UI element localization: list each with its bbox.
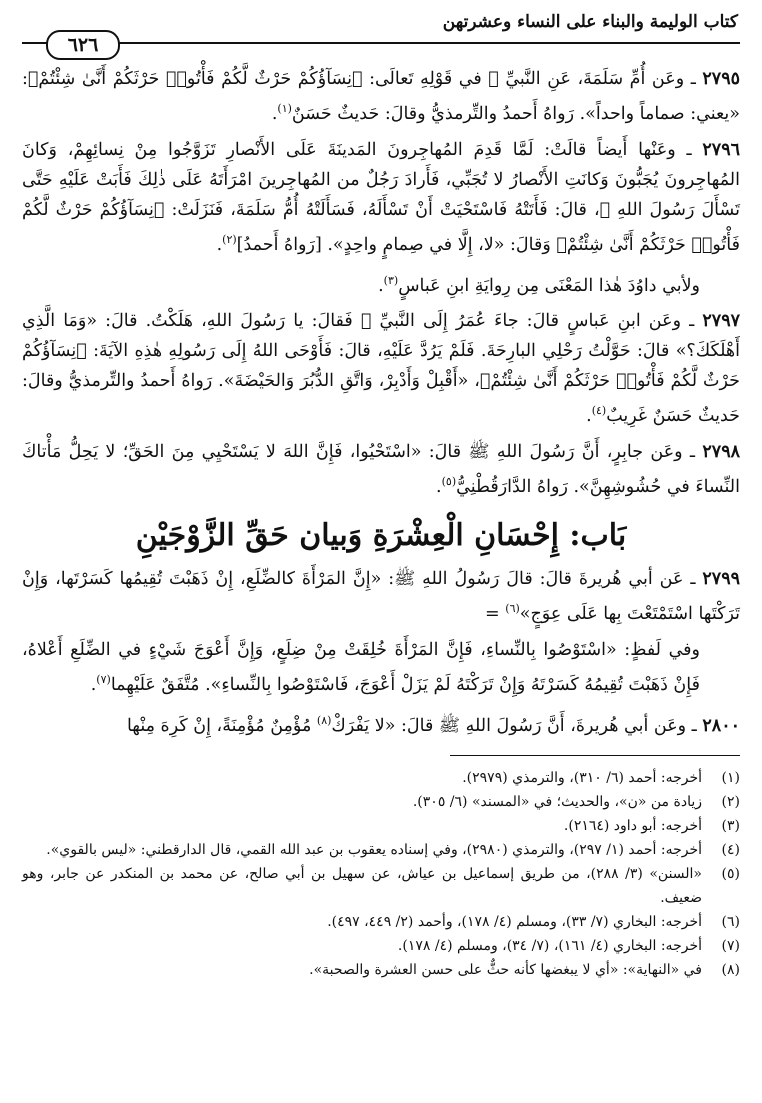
- hadith-2797: ٢٧٩٧ ـ وعَن ابنِ عَباسٍ قالَ: جاءَ عُمَرُ إِلَى النَّبيِّ ﷺ فَقالَ: يا رَسُولَ اللهِ، هَلَكْتُ. قالَ: «وَمَا الَّذِي أَهْلَكَكَ؟» قالَ: حَوَّلْتُ رَحْلِي البارِحَةَ. فَلَمْ يَرُدَّ عَلَيْهِ، قالَ: فَأَوْحَى اللهُ إِلَى رَسُولِهِ هٰذِهِ الآيَةَ: ﴿نِسَآؤُكُمْ حَرْثٌ لَّكُمْ فَأْتُوا۟ حَرْثَكُمْ أَنَّىٰ شِئْتُمْ﴾، «أَقْبِلْ وَأَدْبِرْ، وَاتَّقِ الدُّبُرَ وَالحَيْضَةَ». رَواهُ أَحمدُ والتِّرمذيُّ وقالَ: حَديثٌ حَسَنٌ غَرِيبٌ$^{(٤)}$.: [22, 311, 740, 427]
- hadith-text: ـ عَن أبي هُريرةَ قالَ: قالَ رَسُولُ اللهِ ﷺ: «إِنَّ المَرْأَةَ كالضِّلَعِ، إِنْ ذَهَبْتَ تُقِيمُها كَسَرْتَها، وَإِنْ تَرَكْتَها اسْتَمْتَعْتَ بِها عَلَى عِوَجٍ»: [22, 569, 740, 624]
- footnote-7: [22, 934, 740, 958]
- narration-text: ولأبي داوُدَ هٰذا المَعْنَى مِن رِوايَةِ ابنِ عَباسٍ: [398, 275, 700, 296]
- variant-text: وفي لَفظٍ: «اسْتَوْصُوا بِالنِّساءِ، فَإِنَّ المَرْأَةَ خُلِقَتْ مِنْ ضِلَعٍ، وَإِنَّ أَعْوَجَ شَيْءٍ في الضِّلَعِ أَعْلاهُ، فَإِنْ ذَهَبْتَ تُقِيمُهُ كَسَرْتَهُ وَإِنْ تَرَكْتَهُ لَمْ يَزَلْ أَعْوَجَ، فَاسْتَوْصُوا بِالنِّساءِ». مُتَّفَقٌ عَلَيْهِما: [22, 639, 700, 695]
- footnote-ref: (٧): [96, 672, 111, 686]
- footnote-text: في «النهاية»: «أي لا يبغضها كأنه حثٌّ على حسن العشرة والصحبة».: [309, 961, 702, 978]
- hadith-2800: [22, 706, 740, 741]
- footnote-3: [22, 814, 740, 838]
- page-number: ٦٢٦: [46, 30, 120, 60]
- footnote-5: [22, 862, 740, 910]
- hadith-2795: ٢٧٩٥ ـ وعَن أُمِّ سَلَمَةَ، عَنِ النَّبيِّ ﷺ في قَوْلِهِ تَعالَى: ﴿نِسَآؤُكُمْ حَرْثٌ لَّكُمْ فَأْتُوا۟ حَرْثَكُمْ أَنَّىٰ شِئْتُمْ﴾: «يعني: صماماً واحداً». رَواهُ أَحمدُ والتِّرمذيُّ وقالَ: حَديثٌ حَسَنٌ$^{(١)}$.: [22, 69, 740, 124]
- footnote-number: (٦): [721, 913, 740, 930]
- footnote-ref: (٨): [316, 713, 332, 727]
- footnote-number: (٥): [721, 865, 740, 882]
- footnote-number: (٧): [721, 937, 740, 954]
- footnote-2: [22, 790, 740, 814]
- footnote-text: أخرجه: البخاري (٧/ ٣٣)، ومسلم (٤/ ١٧٨)، وأحمد (٢/ ٤٤٩، ٤٩٧).: [327, 913, 702, 930]
- hadith-number: ٢٧٩٥: [702, 69, 740, 89]
- footnote-8: [22, 958, 740, 982]
- hadith-number: ٢٧٩٦: [702, 139, 740, 160]
- hadith-text-cont: مُؤْمِنٌ مُؤْمِنَةً، إِنْ كَرِهَ مِنْها: [126, 715, 317, 736]
- footnote-text: زيادة من «ن»، والحديث؛ في «المسند» (٦/ ٣٠٥).: [412, 793, 702, 810]
- footnote-ref: (٤): [591, 404, 607, 418]
- footnote-ref: (١): [277, 102, 292, 115]
- footnote-ref: (٥): [441, 475, 457, 489]
- hadith-number: ٢٧٩٨: [702, 442, 740, 463]
- footnote-1: [22, 766, 740, 790]
- footnote-text: أخرجه: البخاري (٤/ ١٦١)، (٧/ ٣٤)، ومسلم (٤/ ١٧٨).: [397, 937, 702, 954]
- footnote-number: (١): [721, 769, 740, 786]
- hadith-text: ـ وعَنْها أَيضاً قالَتْ: لَمَّا قَدِمَ المُهاجِرونَ المَدينَةَ عَلَى الأَنْصارِ تَزَوَّجُوا مِنْ نِسائِهِمْ، وَكانَ المُهاجِرونَ يُجَبُّونَ وَكانَتِ الأَنْصارُ لا تُجَبِّي، فَأَرادَ رَجُلٌ من المُهاجِرينَ امْرَأَتَهُ عَلَى ذٰلِكَ فَأَبَتْ عَلَيْهِ حَتَّى تَسْأَلَ رَسُولَ اللهِ ﷺ، قالَ: فَأَتَتْهُ فَاسْتَحْيَتْ أَنْ تَسْأَلَهُ، فَسَأَلَتْهُ أُمُّ سَلَمَةَ، فَنَزَلَتْ: ﴿نِسَآؤُكُمْ حَرْثٌ لَّكُمْ فَأْتُوا۟ حَرْثَكُمْ أَنَّىٰ شِئْتُمْ﴾ وَقالَ: «لا، إِلَّا في صِمامٍ واحِدٍ». [رَواهُ أَحمدُ]: [22, 139, 741, 255]
- page-header: [22, 12, 740, 62]
- chapter-title: بَاب: إِحْسَانِ الْعِشْرَةِ وَبيان حَقِّ الزَّوْجَيْنِ: [135, 518, 627, 554]
- footnote-ref: (٣): [383, 273, 399, 287]
- hadith-text: ـ وعَن ابنِ عَباسٍ قالَ: جاءَ عُمَرُ إِلَى النَّبيِّ ﷺ فَقالَ: يا رَسُولَ اللهِ، هَلَكْتُ. قالَ: «وَمَا الَّذِي أَهْلَكَكَ؟» قالَ: حَوَّلْتُ رَحْلِي البارِحَةَ. فَلَمْ يَرُدَّ عَلَيْهِ، قالَ: فَأَوْحَى اللهُ إِلَى رَسُولِهِ هٰذِهِ الآيَةَ: ﴿نِسَآؤُكُمْ حَرْثٌ لَّكُمْ فَأْتُوا۟ حَرْثَكُمْ أَنَّىٰ شِئْتُمْ﴾، «أَقْبِلْ وَأَدْبِرْ، وَاتَّقِ الدُّبُرَ وَالحَيْضَةَ». رَواهُ أَحمدُ والتِّرمذيُّ وقالَ: حَديثٌ حَسَنٌ غَرِيبٌ: [22, 311, 740, 427]
- page-body: [22, 64, 740, 982]
- footnote-rule: [450, 755, 740, 756]
- header-rule: [22, 42, 740, 44]
- footnote-text: «السنن» (٣/ ٢٨٨)، من طريق إسماعيل بن عياش، عن سهيل بن أبي صالح، عن محمد بن المنكدر عن جابر، وهو ضعيف.: [22, 865, 702, 906]
- footnote-text: أخرجه: أحمد (٦/ ٣١٠)، والترمذي (٢٩٧٩).: [462, 769, 702, 786]
- hadith-2798: ٢٧٩٨ ـ وعَن جابِرٍ، أَنَّ رَسُولَ اللهِ ﷺ قالَ: «اسْتَحْيُوا، فَإِنَّ اللهَ لا يَسْتَحْيِي مِنَ الحَقِّ؛ لا يَحِلُّ مَأْتاكَ النِّساءَ في حُشُوشِهِنَّ». رَواهُ الدَّارَقُطْنِيُّ$^{(٥)}$.: [22, 442, 740, 498]
- footnote-text: أخرجه: أحمد (١/ ٢٩٧)، والترمذي (٢٩٨٠)، وفي إسناده يعقوب بن عبد الله القمي، قال الدارقطني: «ليس بالقوي».: [46, 841, 702, 858]
- hadith-number: ٢٧٩٩: [702, 569, 740, 590]
- footnote-text: أخرجه: أبو داود (٢١٦٤).: [563, 817, 702, 834]
- narration-abu-dawud: ولأبي داوُدَ هٰذا المَعْنَى مِن رِوايَةِ ابنِ عَباسٍ$^{(٣)}$.: [378, 273, 700, 296]
- hadith-2799: [22, 564, 740, 629]
- hadith-number: ٢٨٠٠: [702, 715, 740, 736]
- hadith-text: ـ وعَن جابِرٍ، أَنَّ رَسُولَ اللهِ ﷺ قالَ: «اسْتَحْيُوا، فَإِنَّ اللهَ لا يَسْتَحْيِي مِنَ الحَقِّ؛ لا يَحِلُّ مَأْتاكَ النِّساءَ في حُشُوشِهِنَّ». رَواهُ الدَّارَقُطْنِيُّ: [22, 442, 740, 498]
- hadith-number: ٢٧٩٧: [702, 311, 740, 332]
- continuation-mark: =: [485, 603, 506, 624]
- hadith-2799-variant: وفي لَفظٍ: «اسْتَوْصُوا بِالنِّساءِ، فَإِنَّ المَرْأَةَ خُلِقَتْ مِنْ ضِلَعٍ، وَإِنَّ أَعْوَجَ شَيْءٍ في الضِّلَعِ أَعْلاهُ، فَإِنْ ذَهَبْتَ تُقِيمُهُ كَسَرْتَهُ وَإِنْ تَرَكْتَهُ لَمْ يَزَلْ أَعْوَجَ، فَاسْتَوْصُوا بِالنِّساءِ». مُتَّفَقٌ عَلَيْهِما$^{(٧)}$.: [22, 639, 700, 695]
- footnote-number: (٢): [721, 793, 740, 810]
- hadith-text: ـ وعَن أُمِّ سَلَمَةَ، عَنِ النَّبيِّ ﷺ في قَوْلِهِ تَعالَى: ﴿نِسَآؤُكُمْ حَرْثٌ لَّكُمْ فَأْتُوا۟ حَرْثَكُمْ أَنَّىٰ شِئْتُمْ﴾: «يعني: صماماً واحداً». رَواهُ أَحمدُ والتِّرمذيُّ وقالَ: حَديثٌ حَسَنٌ: [22, 69, 740, 124]
- footnote-ref: (٢): [222, 232, 237, 246]
- footnote-6: [22, 910, 740, 934]
- running-title: كتاب الوليمة والبناء على النساء وعشرتهن: [442, 12, 738, 32]
- hadith-2796: ٢٧٩٦ ـ وعَنْها أَيضاً قالَتْ: لَمَّا قَدِمَ المُهاجِرونَ المَدينَةَ عَلَى الأَنْصارِ تَزَوَّجُوا مِنْ نِسائِهِمْ، وَكانَ المُهاجِرونَ يُجَبُّونَ وَكانَتِ الأَنْصارُ لا تُجَبِّي، فَأَرادَ رَجُلٌ من المُهاجِرينَ امْرَأَتَهُ عَلَى ذٰلِكَ فَأَبَتْ عَلَيْهِ حَتَّى تَسْأَلَ رَسُولَ اللهِ ﷺ، قالَ: فَأَتَتْهُ فَاسْتَحْيَتْ أَنْ تَسْأَلَهُ، فَسَأَلَتْهُ أُمُّ سَلَمَةَ، فَنَزَلَتْ: ﴿نِسَآؤُكُمْ حَرْثٌ لَّكُمْ فَأْتُوا۟ حَرْثَكُمْ أَنَّىٰ شِئْتُمْ﴾ وَقالَ: «لا، إِلَّا في صِمامٍ واحِدٍ». [رَواهُ أَحمدُ]$^{(٢)}$.: [22, 139, 741, 255]
- footnote-4: [22, 838, 740, 862]
- footnote-number: (٤): [721, 841, 740, 858]
- footnote-number: (٨): [721, 961, 740, 978]
- footnote-number: (٣): [721, 817, 740, 834]
- hadith-text: ـ وعَن أبي هُريرةَ، أَنَّ رَسُولَ اللهِ ﷺ قالَ: «لا يَفْرَكْ: [331, 715, 703, 736]
- footnote-ref: (٦): [505, 602, 520, 616]
